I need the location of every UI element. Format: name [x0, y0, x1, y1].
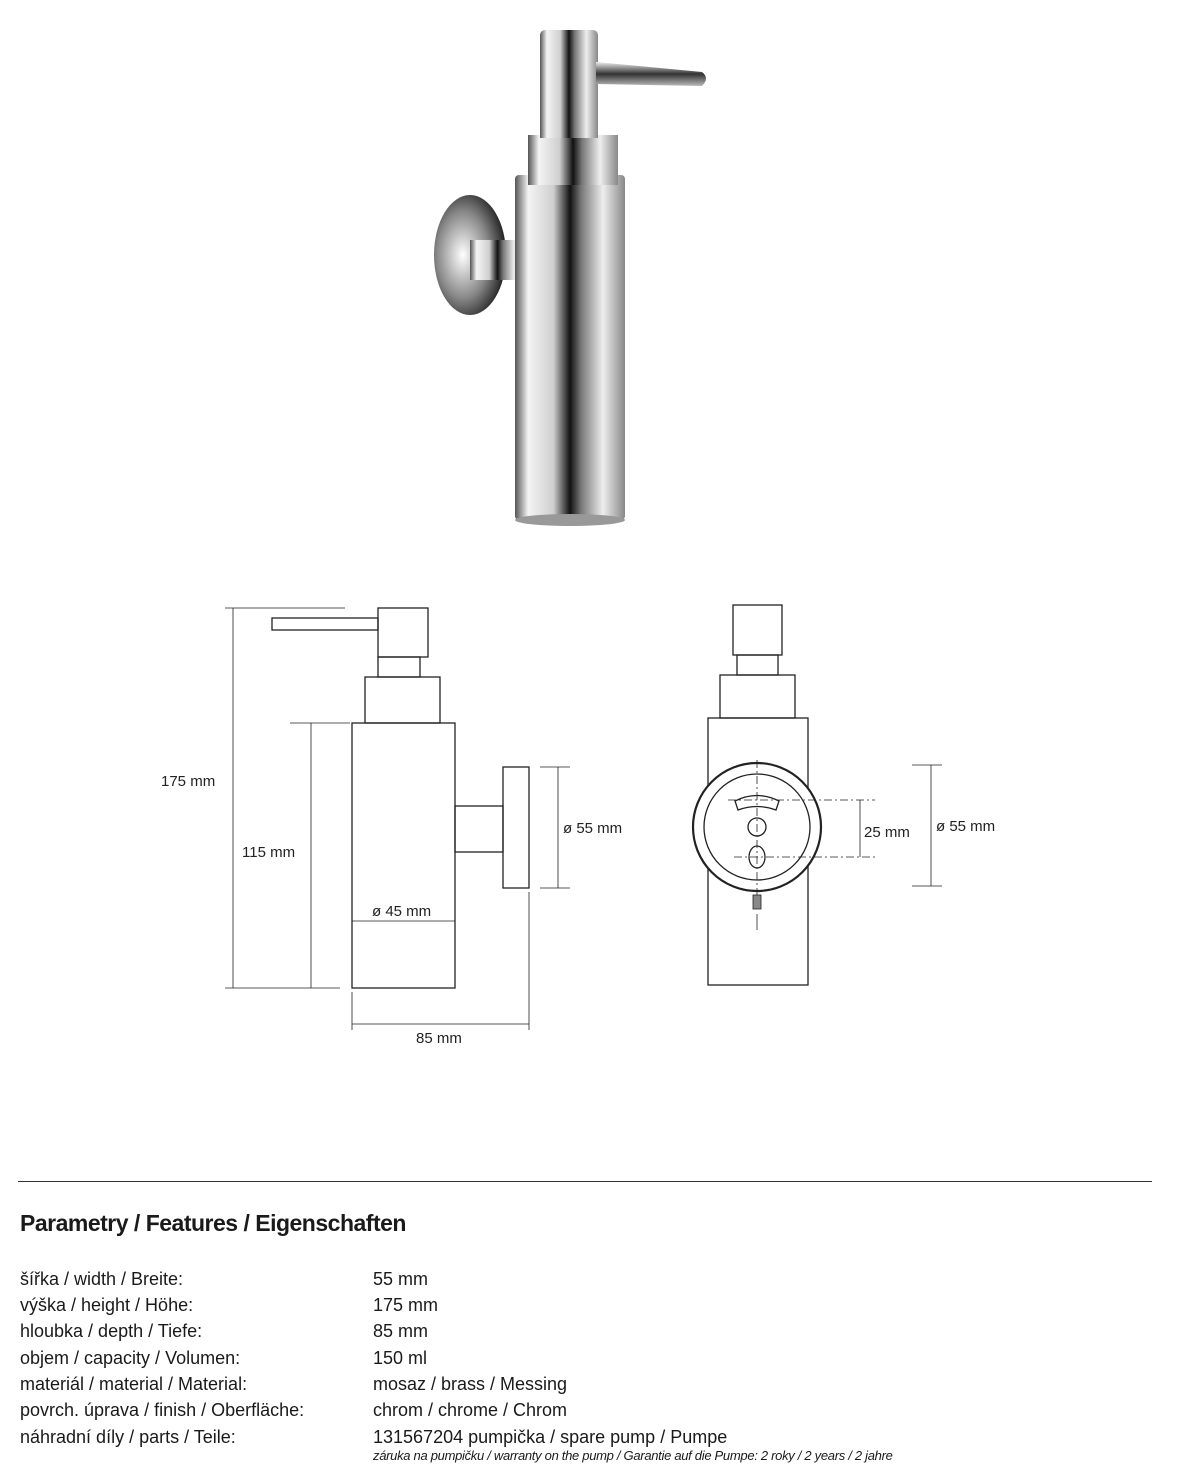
front-view: [693, 605, 942, 985]
feature-row: [20, 1371, 1120, 1397]
side-view: [225, 608, 570, 1030]
feature-row: [20, 1266, 1120, 1292]
feature-label: objem / capacity / Volumen:: [20, 1348, 241, 1368]
feature-row: [20, 1292, 1120, 1318]
dim-hole-spacing: 25 mm: [864, 824, 910, 841]
dim-rosette-diameter-front: ø 55 mm: [936, 818, 996, 835]
dim-rosette-diameter-side: ø 55 mm: [563, 820, 623, 837]
feature-value: chrom / chrome / Chrom: [373, 1400, 568, 1420]
features-heading: Parametry / Features / Eigenschaften: [20, 1210, 406, 1236]
feature-label: povrch. úprava / finish / Oberfläche:: [20, 1400, 305, 1420]
section-divider: [18, 1181, 1152, 1182]
feature-value: 175 mm: [373, 1295, 439, 1315]
feature-value: 85 mm: [373, 1321, 429, 1341]
dim-total-height: 175 mm: [161, 773, 216, 790]
dim-body-diameter: ø 45 mm: [372, 903, 432, 920]
feature-row: [20, 1318, 1120, 1344]
feature-row: [20, 1397, 1120, 1423]
dim-body-height: 115 mm: [242, 844, 296, 861]
feature-label: šířka / width / Breite:: [20, 1269, 184, 1289]
feature-value: 55 mm: [373, 1269, 429, 1289]
feature-label: výška / height / Höhe:: [20, 1295, 194, 1315]
feature-value: 150 ml: [373, 1348, 428, 1368]
feature-row: [20, 1424, 1120, 1450]
feature-label: materiál / material / Material:: [20, 1374, 248, 1394]
feature-value: mosaz / brass / Messing: [373, 1374, 568, 1394]
feature-label: hloubka / depth / Tiefe:: [20, 1321, 203, 1341]
feature-label: náhradní díly / parts / Teile:: [20, 1427, 236, 1447]
feature-value: 131567204 pumpička / spare pump / Pumpe: [373, 1427, 728, 1447]
warranty-note: záruka na pumpičku / warranty on the pump / Garantie auf die Pumpe: 2 roky / 2 years / 2 jahre: [373, 1448, 893, 1463]
feature-row: [20, 1345, 1120, 1371]
dim-depth: 85 mm: [416, 1030, 462, 1047]
